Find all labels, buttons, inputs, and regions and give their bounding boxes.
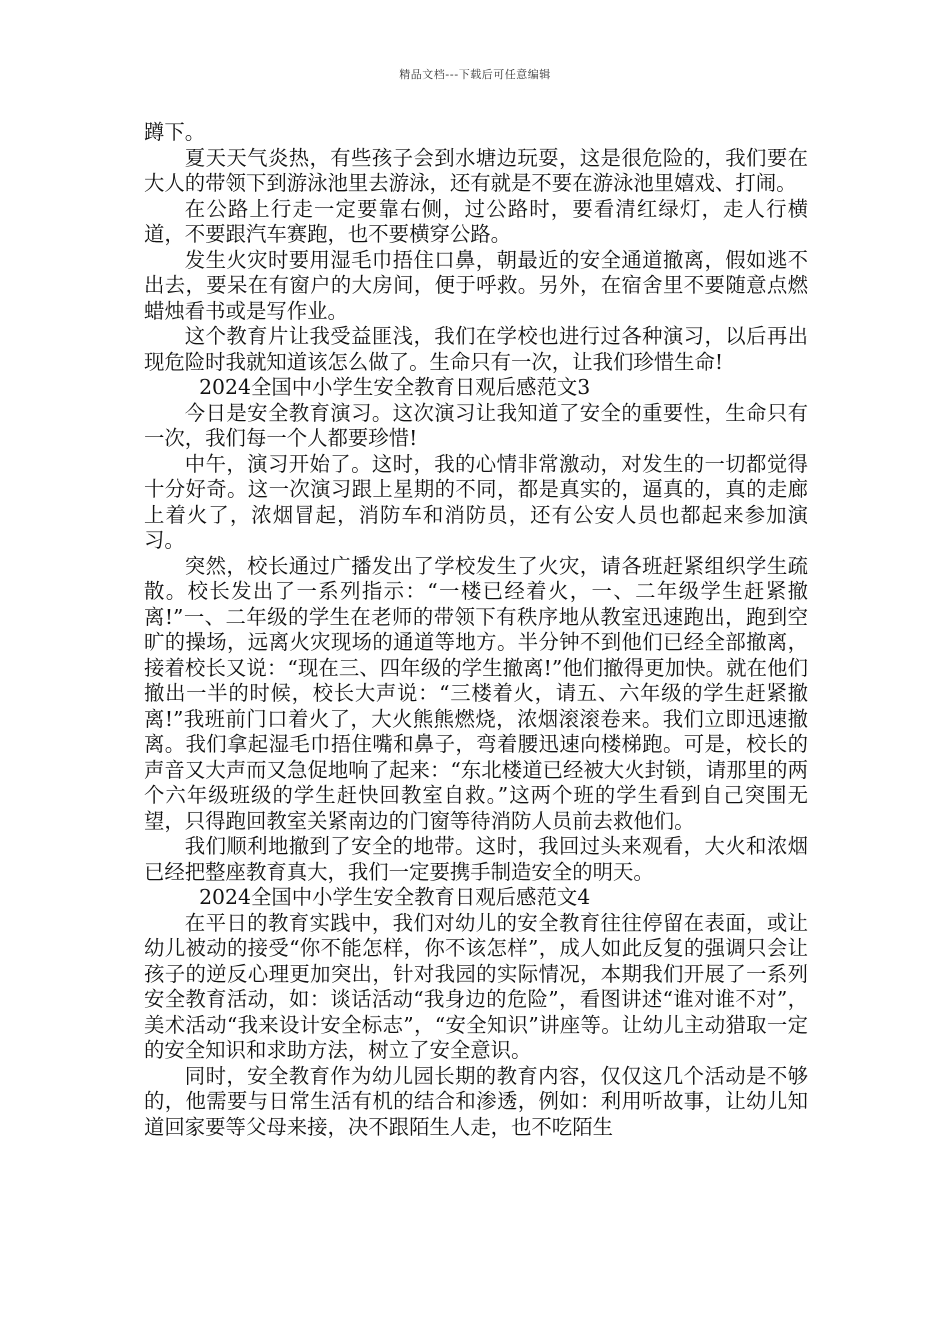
- paragraph: 同时，安全教育作为幼儿园长期的教育内容，仅仅这几个活动是不够的，他需要与日常生活有机的结合和渗透，例如：利用听故事，让幼儿知道回家要等父母来接，决不跟陌生人走，也不吃陌生: [144, 1063, 808, 1139]
- paragraph: 今日是安全教育演习。这次演习让我知道了安全的重要性，生命只有一次，我们每一个人都要珍惜!: [144, 400, 808, 450]
- paragraph: 我们顺利地撤到了安全的地带。这时，我回过头来观看，大火和浓烟已经把整座教育真大，我们一定要携手制造安全的明天。: [144, 834, 808, 884]
- paragraph: 发生火灾时要用湿毛巾捂住口鼻，朝最近的安全通道撤离，假如逃不出去，要呆在有窗户的大房间，便于呼救。另外，在宿舍里不要随意点燃蜡烛看书或是写作业。: [144, 247, 808, 323]
- paragraph: 蹲下。: [144, 120, 206, 144]
- paragraph: 在平日的教育实践中，我们对幼儿的安全教育往往停留在表面，或让幼儿被动的接受“你不能怎样，你不该怎样”，成人如此反复的强调只会让孩子的逆反心理更加突出，针对我园的实际情况，本期我们开展了一系列安全教育活动，如：谈话活动“我身边的危险”，看图讲述“谁对谁不对”，美术活动“我来设计安全标志”，“安全知识”讲座等。让幼儿主动猎取一定的安全知识和求助方法，树立了安全意识。: [144, 910, 808, 1062]
- section-heading: 2024全国中小学生安全教育日观后感范文4: [199, 885, 591, 909]
- paragraph: 这个教育片让我受益匪浅，我们在学校也进行过各种演习，以后再出现危险时我就知道该怎么做了。生命只有一次，让我们珍惜生命!: [144, 324, 808, 374]
- paragraph: 突然，校长通过广播发出了学校发生了火灾，请各班赶紧组织学生疏散。校长发出了一系列指示：“一楼已经着火，一、二年级学生赶紧撤离!”一、二年级的学生在老师的带领下有秩序地从教室迅速跑出，跑到空旷的操场，远离火灾现场的通道等地方。半分钟不到他们已经全部撤离，接着校长又说：“现在三、四年级的学生撤离!”他们撤得更加快。就在他们撤出一半的时候，校长大声说：“三楼着火，请五、六年级的学生赶紧撤离!”我班前门口着火了，大火熊熊燃烧，浓烟滚滚卷来。我们立即迅速撤离。我们拿起湿毛巾捂住嘴和鼻子，弯着腰迅速向楼梯跑。可是，校长的声音又大声而又急促地响了起来：“东北楼道已经被大火封锁，请那里的两个六年级班级的学生赶快回教室自救。”这两个班的学生看到自己突围无望，只得跑回教室关紧南边的门窗等待消防人员前去救他们。: [144, 553, 808, 833]
- page-header: 精品文档---下载后可任意编辑: [399, 68, 551, 81]
- document-body: [144, 120, 808, 1140]
- paragraph: 在公路上行走一定要靠右侧，过公路时，要看清红绿灯，走人行横道，不要跟汽车赛跑，也不要横穿公路。: [144, 196, 808, 246]
- paragraph: 夏天天气炎热，有些孩子会到水塘边玩耍，这是很危险的，我们要在大人的带领下到游泳池里去游泳，还有就是不要在游泳池里嬉戏、打闹。: [144, 145, 808, 195]
- paragraph: 中午，演习开始了。这时，我的心情非常激动，对发生的一切都觉得十分好奇。这一次演习跟上星期的不同，都是真实的，逼真的，真的走廊上着火了，浓烟冒起，消防车和消防员，还有公安人员也都起来参加演习。: [144, 451, 808, 552]
- section-heading: 2024全国中小学生安全教育日观后感范文3: [199, 375, 591, 399]
